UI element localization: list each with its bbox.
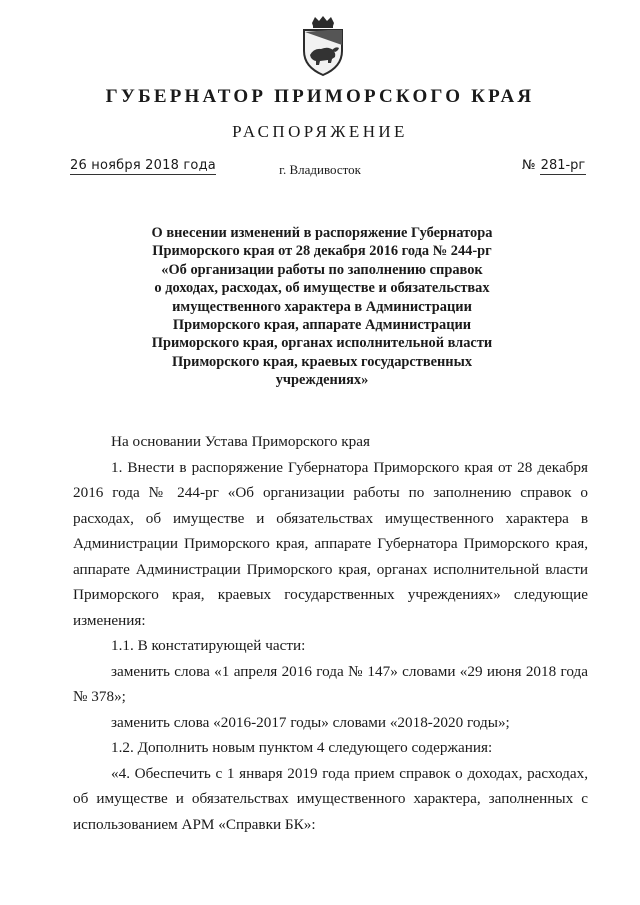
body-line: 1.2. Дополнить новым пунктом 4 следующего содержания: (111, 739, 493, 756)
body-line: заменить слова «1 апреля 2016 года № 147» словами «29 июня 2018 года (111, 662, 588, 680)
body-line: об имуществе и обязательствах имущественного характера, заполненных с (73, 790, 588, 807)
body-line: «4. Обеспечить с 1 января 2019 года прием справок о доходах, расходах, (111, 764, 588, 782)
title-line: имущественного характера в Администрации (172, 298, 472, 315)
title-line: Приморского края, краевых государственных (171, 353, 473, 370)
body-line: изменения: (73, 611, 146, 629)
title-line: о доходах, расходах, об имуществе и обязательствах (154, 280, 490, 297)
document-type: РАСПОРЯЖЕНИЕ (232, 122, 408, 141)
body-line: расходах, об имуществе и обязательствах имущественного характера в (73, 509, 588, 527)
document-date: 26 ноября 2018 года (70, 158, 216, 173)
body-line: Администрации Приморского края, аппарате Губернатора Приморского края, (73, 535, 588, 552)
body-line: 1.1. В констатирующей части: (111, 637, 306, 654)
title-line: учреждениях» (275, 372, 369, 389)
document-title (120, 224, 524, 390)
number-sign: № (522, 158, 536, 173)
title-line: Приморского края, органах исполнительной власти (151, 335, 493, 352)
title-line: О внесении изменений в распоряжение Губернатора (151, 225, 493, 241)
coat-of-arms-icon (298, 15, 348, 77)
body-line: 2016 года № 244-рг «Об организации работы по заполнению справок о (73, 484, 588, 501)
document-number (522, 158, 586, 173)
title-line: «Об организации работы по заполнению справок (161, 261, 483, 278)
body-line: заменить слова «2016-2017 годы» словами «2018-2020 годы»; (111, 713, 510, 731)
title-line: Приморского края, аппарате Администрации (172, 317, 472, 334)
body-line: аппарате Администрации Приморского края, органах исполнительной власти (73, 560, 588, 578)
issuing-authority: ГУБЕРНАТОР ПРИМОРСКОГО КРАЯ (105, 86, 535, 107)
body-line: Приморского края, краевых государственных учреждениях» следующие (73, 586, 588, 603)
body-line: 1. Внести в распоряжение Губернатора Приморского края от 28 декабря (111, 458, 588, 476)
title-line: Приморского края от 28 декабря 2016 года № 244-рг (152, 243, 492, 260)
document-body (73, 429, 588, 837)
number-value: 281-рг (540, 158, 586, 173)
document-city: г. Владивосток (279, 162, 361, 177)
body-line: № 378»; (73, 688, 126, 705)
body-line: На основании Устава Приморского края (111, 433, 370, 450)
body-line: использованием АРМ «Справки БК»: (73, 815, 316, 833)
